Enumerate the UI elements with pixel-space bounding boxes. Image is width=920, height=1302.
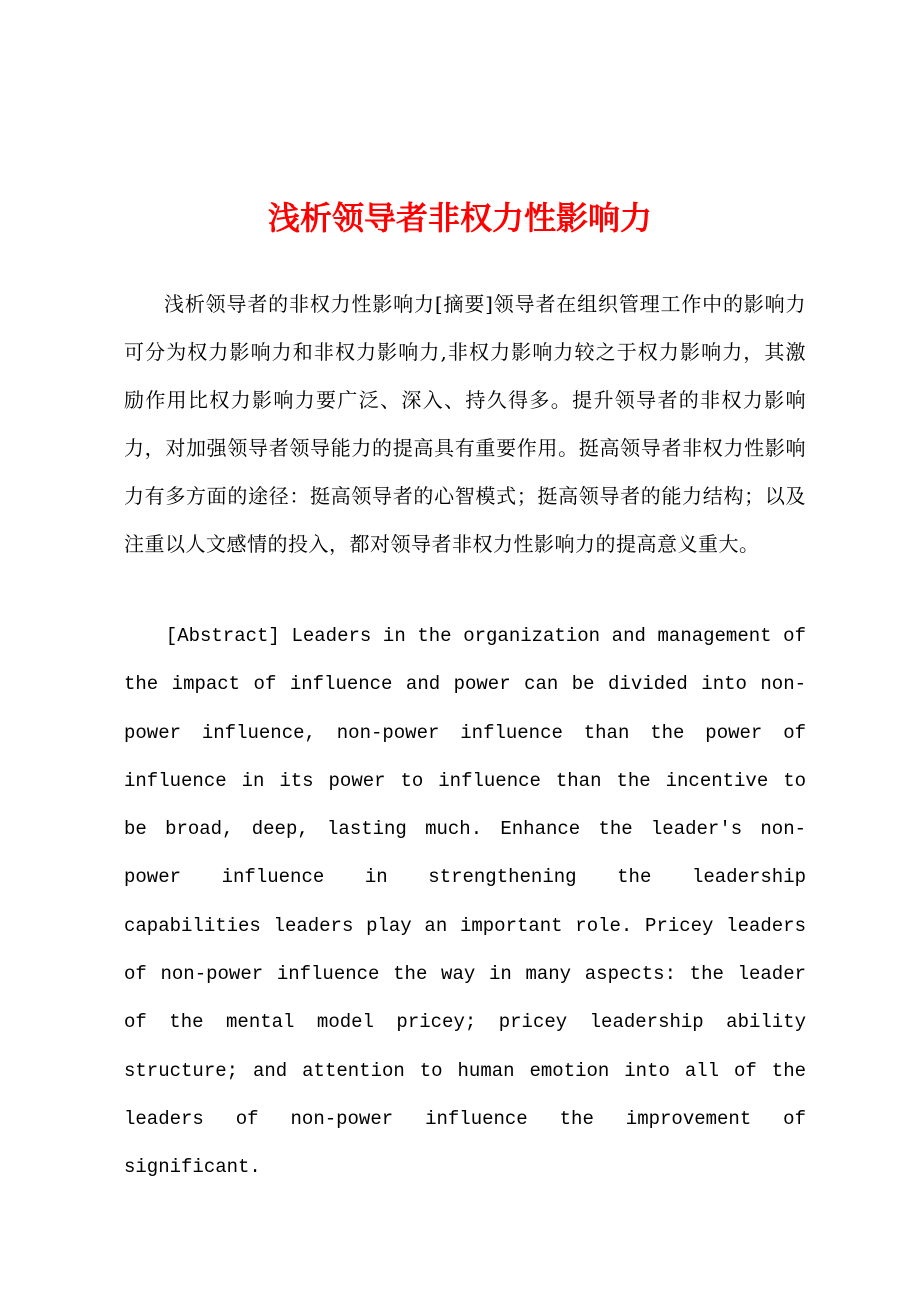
abstract-chinese-paragraph: 浅析领导者的非权力性影响力[摘要]领导者在组织管理工作中的影响力可分为权力影响力和非权力影响力,非权力影响力较之于权力影响力，其激励作用比权力影响力要广泛、深入、持久得多。提升领导者的非权力影响力，对加强领导者领导能力的提高具有重要作用。挺高领导者非权力性影响力有多方面的途径：挺高领导者的心智模式；挺高领导者的能力结构；以及注重以人文感情的投入，都对领导者非权力性影响力的提高意义重大。 — [124, 292, 806, 556]
document-title: 浅析领导者非权力性影响力 — [267, 199, 652, 237]
abstract-english-paragraph: [Abstract] Leaders in the organization and management of the impact of influence and power can be divided into non-power influence, non-power influence than the power of influence in its power to influence than the incentive to be broad, deep, lasting much. Enhance the leader's non-power influence in strengthening the leadership capabilities leaders play an important role. Pricey leaders of non-power influence the way in many aspects: the leader of the mental model pricey; pricey leadership ability structure; and attention to human emotion into all of the leaders of non-power influence the improvement of significant. — [124, 625, 806, 1179]
